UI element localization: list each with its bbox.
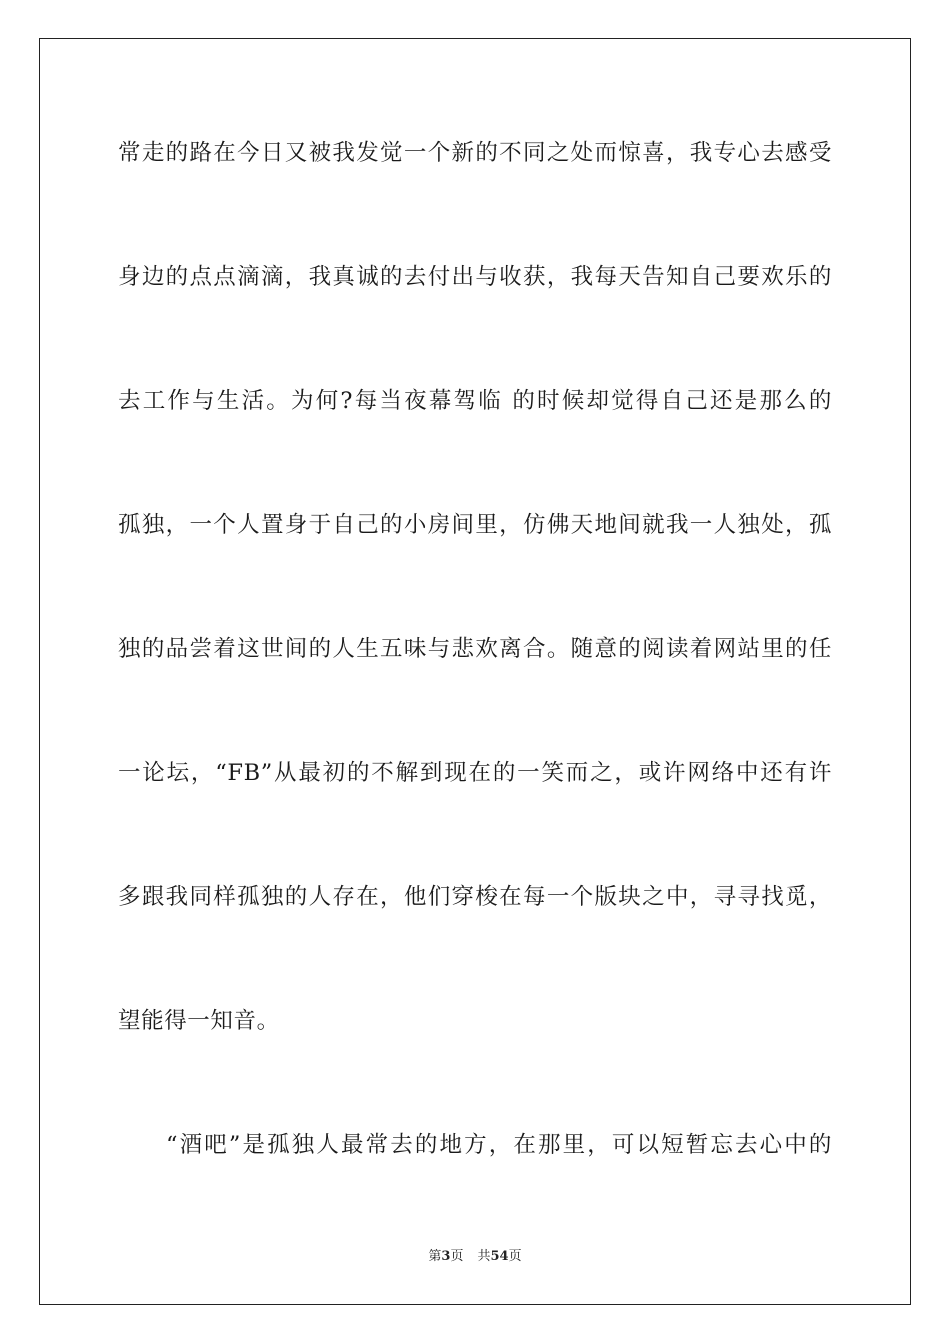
paragraph-first-line: “酒吧”是孤独人最常去的地方，在那里，可以短暂忘去心中的 (166, 1132, 832, 1158)
body-text-line: 望能得一知音。 (118, 1008, 280, 1034)
page-border (39, 38, 911, 1305)
page-number-prefix: 第 (428, 1249, 442, 1264)
page-number-suffix: 页 (450, 1249, 464, 1264)
body-text-line: 常走的路在今日又被我发觉一个新的不同之处而惊喜，我专心去感受 (118, 140, 832, 166)
body-text-line: 独的品尝着这世间的人生五味与悲欢离合。随意的阅读着网站里的任 (118, 636, 832, 662)
body-text-line: 身边的点点滴滴，我真诚的去付出与收获，我每天告知自己要欢乐的 (118, 264, 832, 290)
total-pages-number: 54 (490, 1249, 509, 1264)
body-text-line: 多跟我同样孤独的人存在，他们穿梭在每一个版块之中，寻寻找觅， (118, 884, 832, 910)
total-pages-prefix: 共 (477, 1249, 491, 1264)
page-footer (0, 1248, 950, 1266)
body-text-line: 一论坛，“FB”从最初的不解到现在的一笑而之，或许网络中还有许 (118, 760, 832, 786)
total-pages-suffix: 页 (508, 1249, 522, 1264)
current-page-number: 3 (441, 1249, 451, 1264)
body-text-line: 去工作与生活。为何?每当夜幕驾临 的时候却觉得自己还是那么的 (118, 388, 832, 414)
body-text-line: 孤独，一个人置身于自己的小房间里，仿佛天地间就我一人独处，孤 (118, 512, 832, 538)
